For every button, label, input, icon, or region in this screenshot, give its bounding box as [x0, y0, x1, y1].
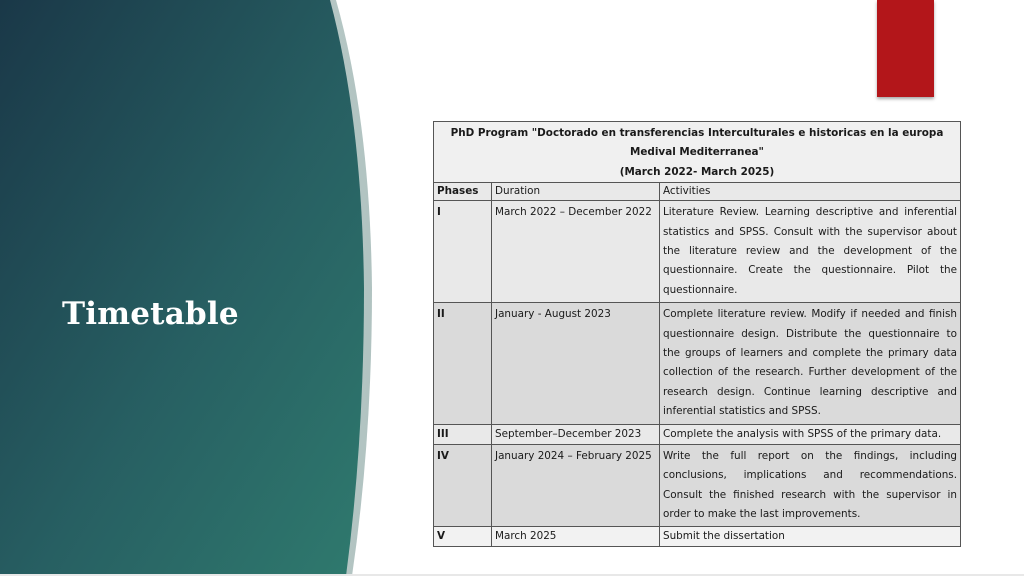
activities-cell: Submit the dissertation: [660, 527, 961, 547]
left-decorative-panel: [0, 0, 380, 576]
table-row: [434, 444, 961, 527]
phase-cell: V: [434, 527, 492, 547]
activities-cell: Complete the analysis with SPSS of the primary data.: [660, 424, 961, 444]
phase-cell: IV: [434, 444, 492, 527]
duration-cell: March 2022 – December 2022: [492, 201, 660, 303]
table-row: [434, 527, 961, 547]
table-title-cell: [434, 122, 961, 183]
red-accent-bar: [877, 0, 934, 97]
activities-cell: Complete literature review. Modify if needed and finish questionnaire design. Distribute the questionnaire to the groups of learners and complete the primary data collection of the research. Further development of the research design. Continue learning descriptive and inferential statistics and SPSS.: [660, 303, 961, 424]
activities-cell: Literature Review. Learning descriptive and inferential statistics and SPSS. Consult with the supervisor about the literature review and the development of the questionnaire. Create the questionnaire. Pilot the questionnaire.: [660, 201, 961, 303]
column-header-row: [434, 183, 961, 201]
program-title: PhD Program "Doctorado en transferencias Interculturales e historicas en la europa Medival Mediterranea": [450, 127, 944, 159]
activities-cell: Write the full report on the findings, including conclusions, implications and recommendations. Consult the finished research with the supervisor in order to make the last improvements.: [660, 444, 961, 527]
table-title-row: [434, 122, 961, 183]
duration-cell: January 2024 – February 2025: [492, 444, 660, 527]
phase-cell: I: [434, 201, 492, 303]
slide-title: Timetable: [62, 296, 239, 332]
table-row: [434, 424, 961, 444]
table-row: [434, 201, 961, 303]
column-header-activities: Activities: [660, 183, 961, 201]
program-dates: (March 2022- March 2025): [619, 165, 775, 178]
duration-cell: September–December 2023: [492, 424, 660, 444]
timetable-table: [433, 121, 961, 547]
column-header-duration: Duration: [492, 183, 660, 201]
phase-cell: III: [434, 424, 492, 444]
column-header-phases: Phases: [434, 183, 492, 201]
panel-graphic: [0, 0, 380, 576]
table-row: [434, 303, 961, 424]
duration-cell: January - August 2023: [492, 303, 660, 424]
phase-cell: II: [434, 303, 492, 424]
duration-cell: March 2025: [492, 527, 660, 547]
